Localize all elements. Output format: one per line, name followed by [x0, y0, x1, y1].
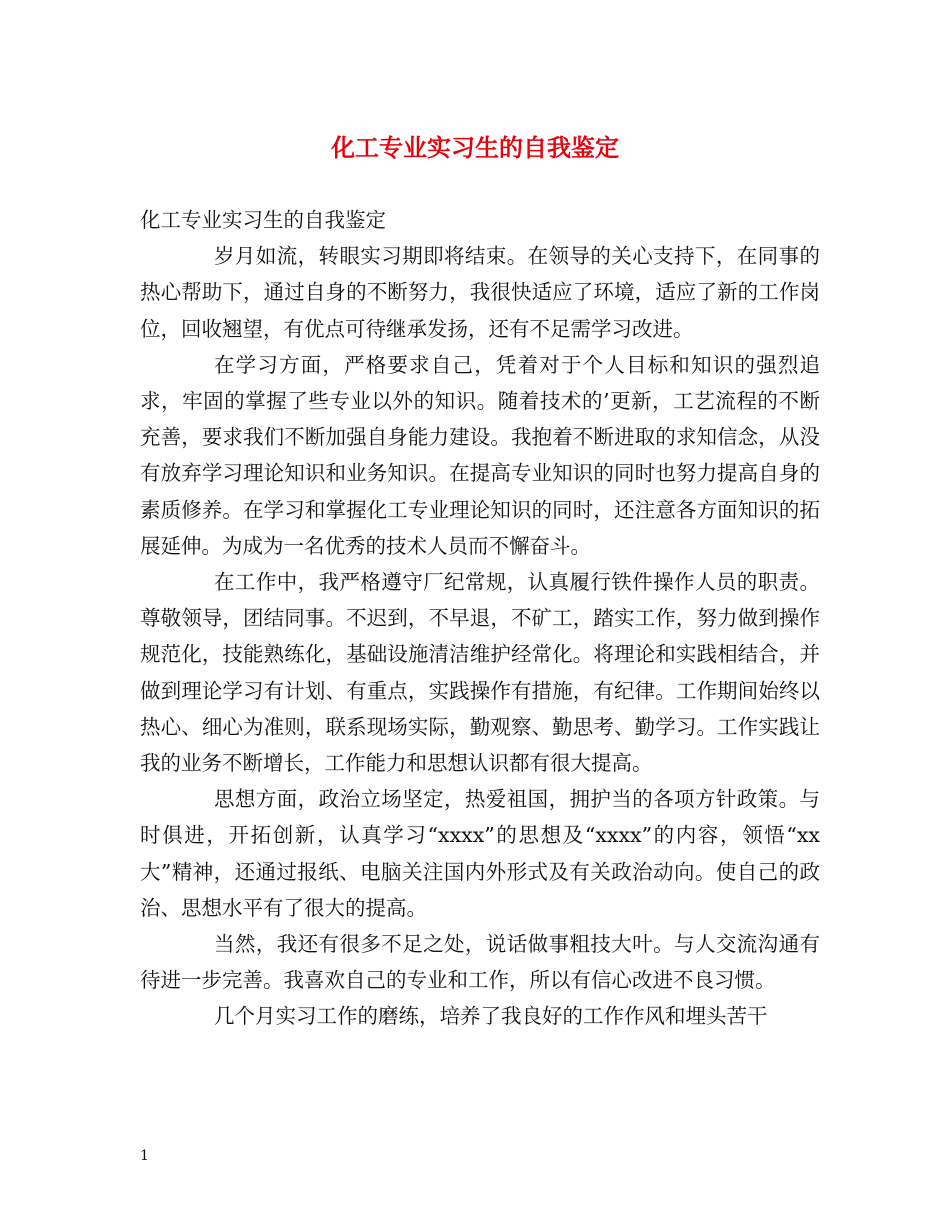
paragraph-thought: 思想方面，政治立场坚定，热爱祖国，拥护当的各项方针政策。与时俱进，开拓创新，认真学习“xxxx”的思想及“xxxx”的内容，领悟“xx大”精神，还通过报纸、电脑关注国内外形式及有关政治动向。使自己的政治、思想水平有了很大的提高。 — [140, 787, 820, 920]
page-number: 1 — [140, 1148, 149, 1164]
paragraph-study: 在学习方面，严格要求自己，凭着对于个人目标和知识的强烈追求，牢固的掌握了些专业以外的知识。随着技术的’更新，工艺流程的不断充善，要求我们不断加强自身能力建设。我抱着不断进取的求知信念，从没有放弃学习理论知识和业务知识。在提高专业知识的同时也努力提高自身的素质修养。在学习和掌握化工专业理论知识的同时，还注意各方面知识的拓展延伸。为成为一名优秀的技术人员而不懈奋斗。 — [140, 352, 820, 558]
paragraph-shortcomings: 当然，我还有很多不足之处，说话做事粗技大叶。与人交流沟通有待进一步完善。我喜欢自己的专业和工作，所以有信心改进不良习惯。 — [140, 932, 820, 993]
paragraph-intro: 岁月如流，转眼实习期即将结束。在领导的关心支持下，在同事的热心帮助下，通过自身的不断努力，我很快适应了环境，适应了新的工作岗位，回收翘望，有优点可待继承发扬，还有不足需学习改进。 — [140, 244, 820, 341]
paragraph-conclusion: 几个月实习工作的磨练，培养了我良好的工作作风和埋头苦干 — [214, 1004, 768, 1029]
paragraph-work: 在工作中，我严格遵守厂纪常规，认真履行铁件操作人员的职责。尊敬领导，团结同事。不迟到，不早退，不矿工，踏实工作，努力做到操作规范化，技能熟练化，基础设施清洁维护经常化。将理论和实践相结合，并做到理论学习有计划、有重点，实践操作有措施，有纪律。工作期间始终以热心、细心为准则，联系现场实际，勤观察、勤思考、勤学习。工作实践让我的业务不断增长，工作能力和思想认识都有很大提高。 — [140, 570, 820, 776]
document-body — [140, 202, 820, 1035]
document-title: 化工专业实习生的自我鉴定 — [331, 133, 619, 162]
document-subtitle: 化工专业实习生的自我鉴定 — [140, 208, 386, 232]
